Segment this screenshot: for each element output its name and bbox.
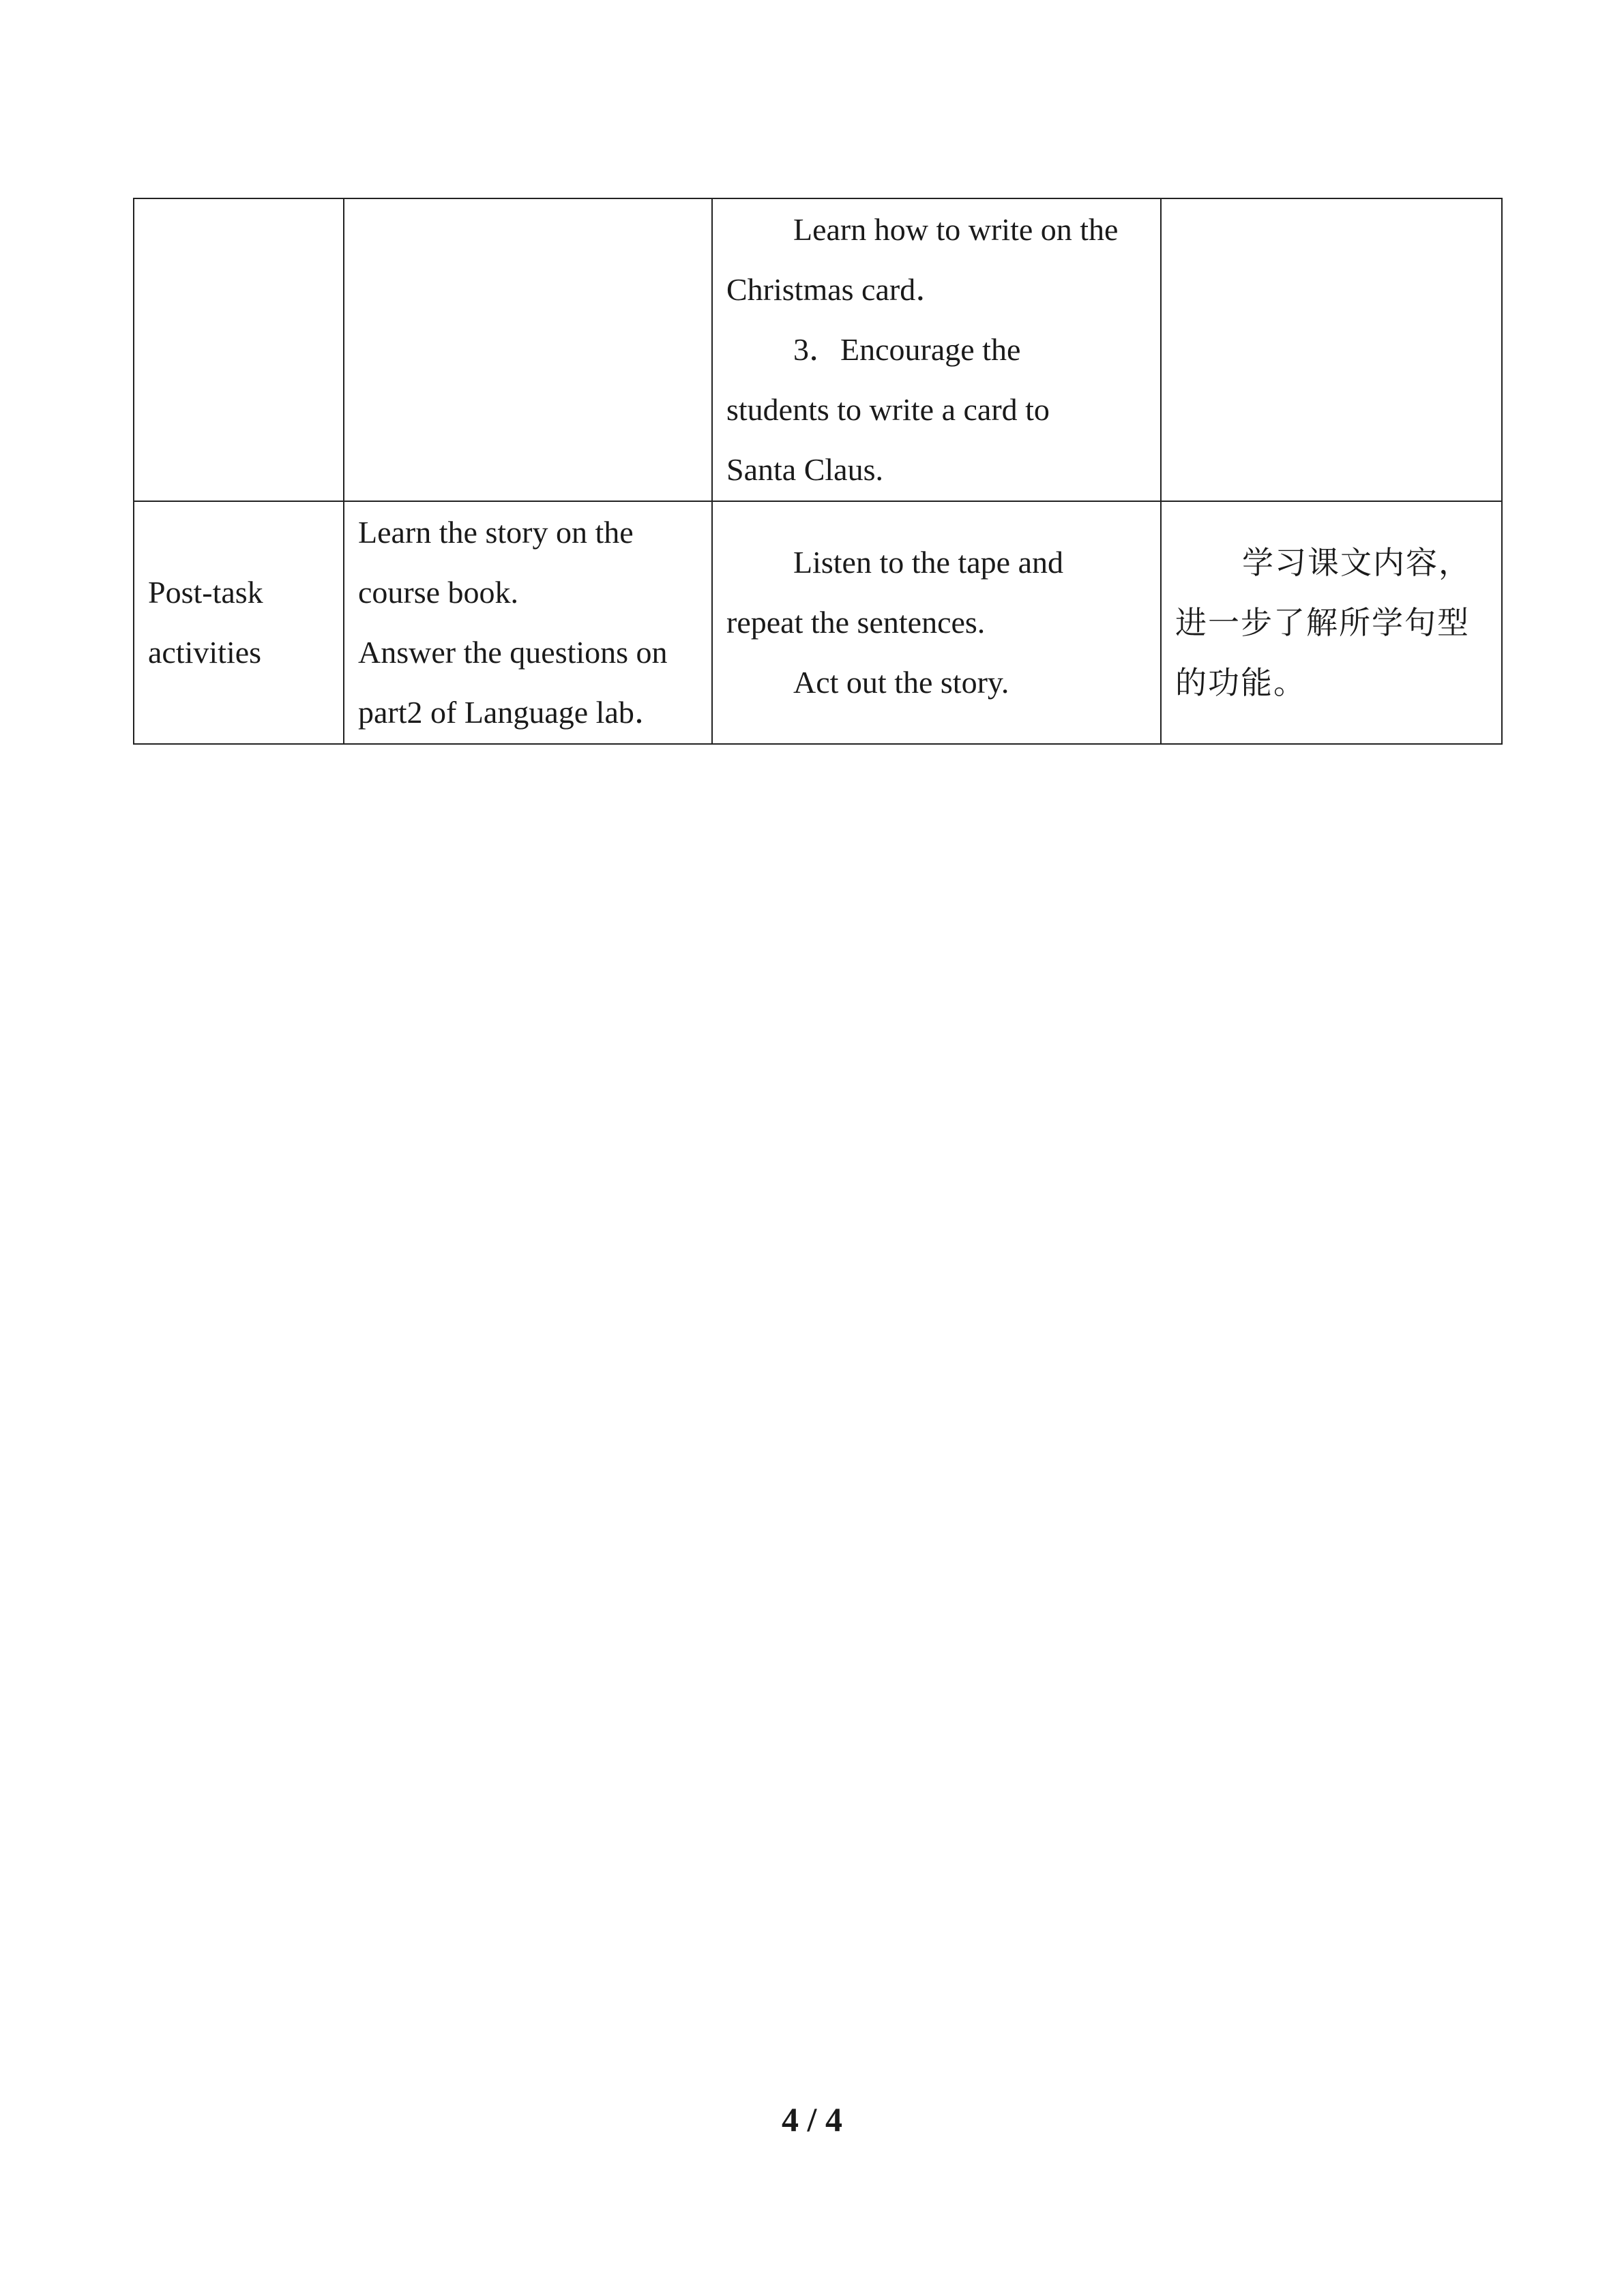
cell-line: Post-task xyxy=(148,575,263,610)
page-number: 4 / 4 xyxy=(782,2100,842,2138)
cell-line: 学习课文内容， xyxy=(1242,544,1471,581)
teacher-activity-cell xyxy=(712,501,1161,744)
cell-line: Act out the story. xyxy=(793,665,1009,700)
cell-line: students to write a card to xyxy=(726,392,1050,427)
cell-line: Santa Claus. xyxy=(726,452,883,487)
cell-line: activities xyxy=(148,635,262,670)
purpose-cell xyxy=(1161,198,1502,501)
cell-line: Christmas card． xyxy=(726,272,947,307)
stage-cell xyxy=(134,198,344,501)
table-row xyxy=(134,501,1502,744)
cell-line: 3．Encourage the xyxy=(793,332,1021,367)
cell-line: repeat the sentences. xyxy=(726,605,986,640)
cell-line: part2 of Language lab． xyxy=(358,695,666,730)
cell-line: Learn how to write on the xyxy=(793,212,1119,247)
cell-line: 的功能。 xyxy=(1175,664,1306,701)
cell-line: Listen to the tape and xyxy=(793,545,1063,580)
task-cell xyxy=(344,501,712,744)
purpose-cell xyxy=(1161,501,1502,744)
task-cell xyxy=(344,198,712,501)
cell-line: Learn the story on the xyxy=(358,515,634,550)
teacher-activity-cell xyxy=(712,198,1161,501)
cell-line: Answer the questions on xyxy=(358,635,668,670)
stage-cell xyxy=(134,501,344,744)
lesson-plan-table xyxy=(133,198,1503,745)
cell-line: 进一步了解所学句型 xyxy=(1175,604,1470,641)
table-row xyxy=(134,198,1502,501)
cell-line: course book. xyxy=(358,575,519,610)
